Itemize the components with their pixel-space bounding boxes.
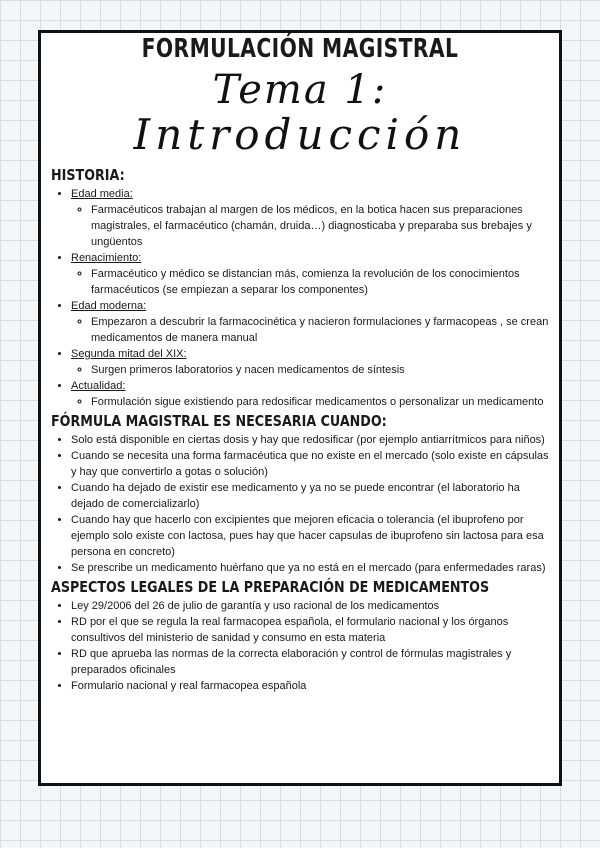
period-detail: ◦ Farmacéutico y médico se distancian más, comienza la revolución de los conocimientos farmacéuticos (se empiezan a separar los componentes): [91, 266, 549, 298]
period-label: Segunda mitad del XIX:: [71, 348, 187, 360]
formula-heading: FÓRMULA MAGISTRAL ES NECESARIA CUANDO:: [51, 412, 387, 430]
period-detail: ◦ Farmacéuticos trabajan al margen de los médicos, en la botica hacen sus preparaciones magistrales, el farmacéutico (chamán, druida…) diagnosticaba y preparaba sus brebajes y ungüentos: [91, 202, 549, 250]
historia-section: [51, 164, 549, 410]
list-item: • Cuando hay que hacerlo con excipientes que mejoren eficacia o tolerancia (el ibuprofeno por ejemplo solo existe con lactosa, pues hay que hacer capsulas de ibuprofeno sin lactosa para esa persona en concreto): [71, 512, 549, 560]
list-item: • RD por el que se regula la real farmacopea española, el formulario nacional y los órganos consultivos del ministerio de sanidad y consumo en esta materia: [71, 614, 549, 646]
note-page: [38, 30, 562, 786]
list-item: • Cuando se necesita una forma farmacéutica que no existe en el mercado (solo existe en cápsulas y hay que convertirlo a gotas o solución): [71, 448, 549, 480]
legales-section: [51, 576, 549, 694]
list-item: • Ley 29/2006 del 26 de julio de garantía y uso racional de los medicamentos: [71, 598, 549, 614]
subtitle-line-2: Introducción: [133, 110, 467, 159]
legales-list: [51, 598, 549, 694]
list-item: • Formulario nacional y real farmacopea española: [71, 678, 549, 694]
list-item: • Solo está disponible en ciertas dosis y hay que redosificar (por ejemplo antiarrítmicos para niños): [71, 432, 549, 448]
period-detail: ◦ Empezaron a descubrir la farmacocinética y nacieron formulaciones y farmacopeas , se crean medicamentos de manera manual: [91, 314, 549, 346]
formula-section: [51, 410, 549, 576]
subtitle-line-1: Tema 1:: [212, 67, 388, 113]
period-label: Renacimiento:: [71, 252, 142, 264]
legales-heading: ASPECTOS LEGALES DE LA PREPARACIÓN DE MEDICAMENTOS: [51, 578, 490, 596]
formula-list: [51, 432, 549, 576]
list-item: [71, 346, 549, 378]
period-label: Edad moderna:: [71, 300, 147, 312]
list-item: • Cuando ha dejado de existir ese medicamento y ya no se puede encontrar (el laboratorio ha dejado de comercializarlo): [71, 480, 549, 512]
list-item: • RD que aprueba las normas de la correcta elaboración y control de fórmulas magistrales y preparados oficinales: [71, 646, 549, 678]
period-label: Actualidad:: [71, 380, 126, 392]
historia-heading: HISTORIA:: [51, 166, 125, 184]
list-item: [71, 298, 549, 346]
main-title: FORMULACIÓN MAGISTRAL: [141, 34, 459, 64]
period-detail: ◦ Surgen primeros laboratorios y nacen medicamentos de síntesis: [91, 362, 549, 378]
list-item: [71, 378, 549, 410]
list-item: [71, 186, 549, 250]
list-item: [71, 250, 549, 298]
list-item: • Se prescribe un medicamento huérfano que ya no está en el mercado (para enfermedades raras): [71, 560, 549, 576]
period-detail: ◦ Formulación sigue existiendo para redosificar medicamentos o personalizar un medicamento: [91, 394, 549, 410]
historia-list: [51, 186, 549, 410]
period-label: Edad media:: [71, 188, 133, 200]
